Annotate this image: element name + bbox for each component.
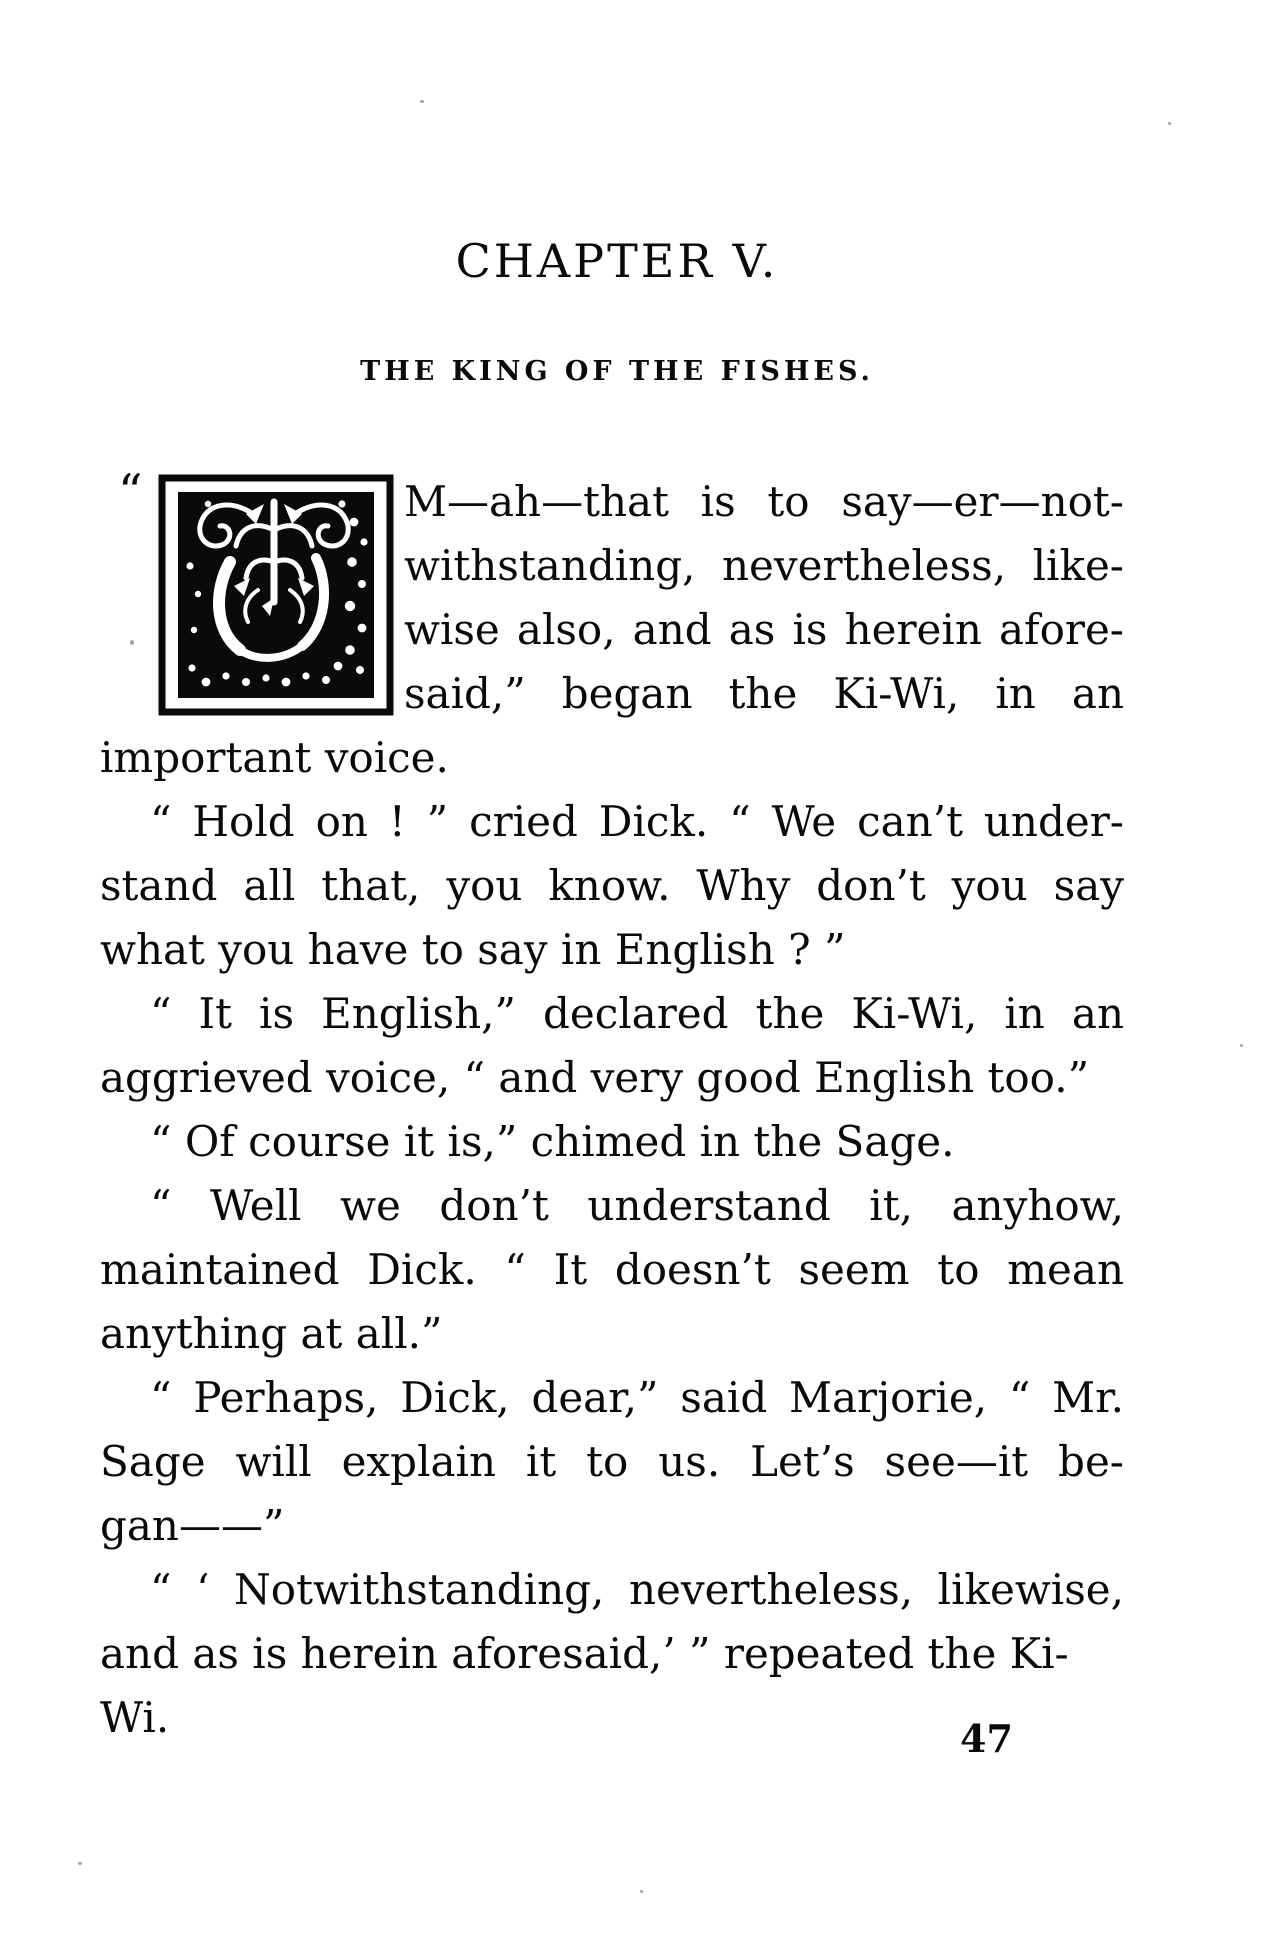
text-line: stand all that, you know. Why don’t you say — [100, 861, 1124, 910]
section-title: THE KING OF THE FISHES. — [360, 356, 874, 387]
text-line: “ ‘ Notwithstanding, nevertheless, likewise, — [150, 1565, 1124, 1614]
page-number: 47 — [960, 1716, 1013, 1761]
paragraph-4 — [100, 1110, 1124, 1174]
text-line: anything at all.” — [100, 1309, 443, 1358]
text-line: withstanding, nevertheless, like- — [404, 541, 1124, 590]
scan-speck — [1240, 1044, 1243, 1047]
text-line: “ Of course it is,” chimed in the Sage. — [150, 1117, 955, 1166]
scan-speck — [78, 1862, 82, 1865]
text-line: “ It is English,” declared the Ki-Wi, in an — [150, 989, 1124, 1038]
scan-speck — [640, 1890, 643, 1893]
text-line: Sage will explain it to us. Let’s see—it be- — [100, 1437, 1124, 1486]
text-line: “ Well we don’t understand it, anyhow, — [150, 1181, 1124, 1230]
body-text — [100, 464, 1124, 1750]
text-line: what you have to say in English ? ” — [100, 925, 846, 974]
text-line: wise also, and as is herein afore- — [404, 605, 1124, 654]
text-line: “ Perhaps, Dick, dear,” said Marjorie, “ Mr. — [150, 1373, 1124, 1422]
text-line: important voice. — [100, 733, 449, 782]
scan-speck — [1168, 122, 1171, 125]
chapter-heading: CHAPTER V. — [455, 234, 779, 288]
paragraph-6 — [100, 1366, 1124, 1558]
drop-cap — [100, 464, 396, 722]
drop-cap-ornament-icon — [158, 474, 394, 716]
paragraph-1 — [100, 464, 1124, 790]
text-line: M—ah—that is to say—er—not- — [404, 477, 1124, 526]
text-line: and as is herein aforesaid,’ ” repeated the Ki-Wi. — [100, 1629, 1069, 1742]
paragraph-3 — [100, 982, 1124, 1110]
open-quote: “ — [118, 464, 143, 520]
scan-speck — [420, 100, 424, 103]
paragraph-2 — [100, 790, 1124, 982]
text-line: aggrieved voice, “ and very good English too.” — [100, 1053, 1090, 1102]
text-line: “ Hold on ! ” cried Dick. “ We can’t under- — [150, 797, 1124, 846]
text-line: gan——” — [100, 1501, 285, 1550]
text-line: maintained Dick. “ It doesn’t seem to mean — [100, 1245, 1124, 1294]
scan-speck — [130, 640, 134, 645]
paragraph-5 — [100, 1174, 1124, 1366]
text-line: said,” began the Ki-Wi, in an — [404, 669, 1124, 718]
